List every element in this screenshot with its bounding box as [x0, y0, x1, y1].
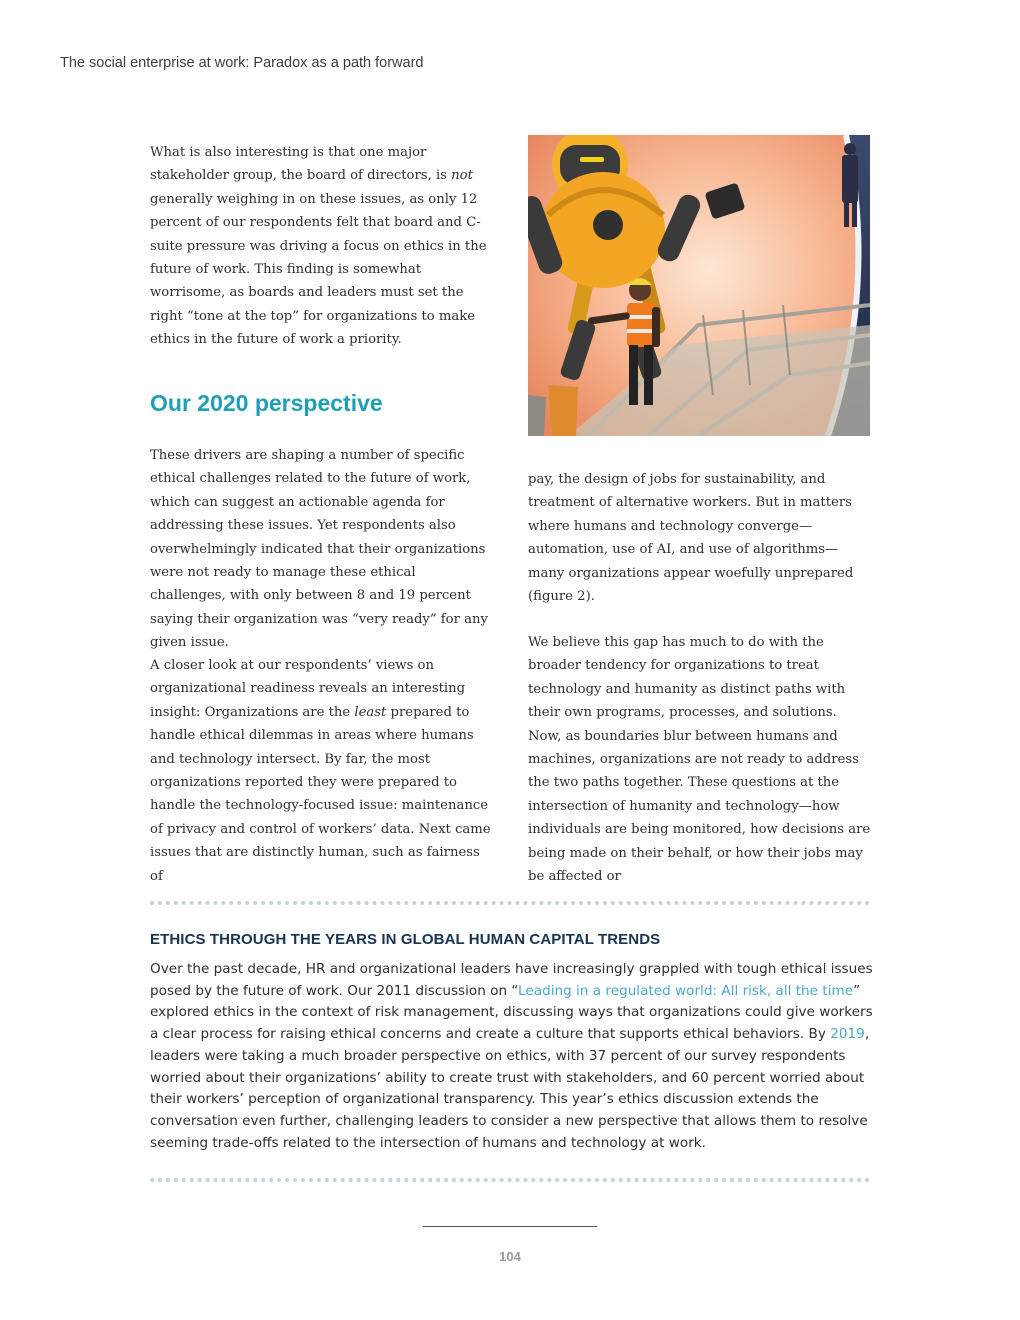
section-heading: Our 2020 perspective: [150, 390, 383, 416]
sidebar-title: ETHICS THROUGH THE YEARS IN GLOBAL HUMAN CAPITAL TRENDS: [150, 931, 661, 948]
sidebar-link-2011[interactable]: Leading in a regulated world: All risk, all the time: [518, 982, 854, 999]
body-paragraph-gap: We believe this gap has much to do with the broader tendency for organizations to treat technology and humanity as distinct paths with their own programs, processes, and solutions. Now, as boundaries blur between humans and machines, organizations are not ready to address the two paths together. These questions at the intersection of humanity and technology—how individuals are being monitored, how decisions are being made on their behalf, or how their jobs may be affected or: [528, 635, 871, 885]
body-paragraph-readiness: A closer look at our respondents’ views on organizational readiness reveals an interesting insight: Organizations are the least prepared to handle ethical dilemmas in areas where humans and technology intersect. By far, the most organizations reported they were prepared to handle the technology-focused issue: maintenance of privacy and control of workers’ data. Next came issues that are distinctly human, such as fairness of: [150, 658, 491, 884]
footer-rule: [423, 1226, 597, 1227]
body-paragraph-converge: pay, the design of jobs for sustainability, and treatment of alternative workers. But in matters where humans and technology converge—automation, use of AI, and use of algorithms—many organizations appear woefully unprepared (figure 2).: [528, 472, 854, 605]
sidebar-bottom-divider: [150, 1178, 870, 1182]
sidebar-body: Over the past decade, HR and organizational leaders have increasingly grappled with tough ethical issues posed by the future of work. Our 2011 discussion on “Leading in a regulated world: All risk, all the time” explored ethics in the context of risk management, discussing ways that organizations could give workers a clear process for raising ethical concerns and create a culture that supports ethical behaviors. By 2019, leaders were taking a much broader perspective on ethics, with 37 percent of our survey respondents worried about their organizations’ ability to create trust with stakeholders, and 60 percent worried about their workers’ perception of organizational transparency. This year’s ethics discussion extends the conversation even further, challenging leaders to consider a new perspective that allows them to resolve seeming trade-offs related to the intersection of humans and technology at work.: [150, 961, 873, 1151]
sidebar-top-divider: [150, 901, 870, 905]
sidebar-link-2019[interactable]: 2019: [830, 1026, 865, 1043]
robot-worker-illustration: [528, 135, 870, 436]
intro-paragraph: What is also interesting is that one major stakeholder group, the board of directors, is not generally weighing in on these issues, as only 12 percent of our respondents felt that board and C-suite pressure was driving a focus on ethics in the future of work. This finding is somewhat worrisome, as boards and leaders must set the right “tone at the top” for organizations to make ethics in the future of work a priority.: [150, 145, 487, 348]
page-number: 104: [499, 1249, 521, 1264]
body-paragraph-drivers: These drivers are shaping a number of specific ethical challenges related to the future of work, which can suggest an actionable agenda for addressing these issues. Yet respondents also overwhelmingly indicated that their organizations were not ready to manage these ethical challenges, with only between 8 and 19 percent saying their organization was “very ready” for any given issue.: [150, 448, 488, 651]
running-header: The social enterprise at work: Paradox as a path forward: [60, 55, 424, 71]
